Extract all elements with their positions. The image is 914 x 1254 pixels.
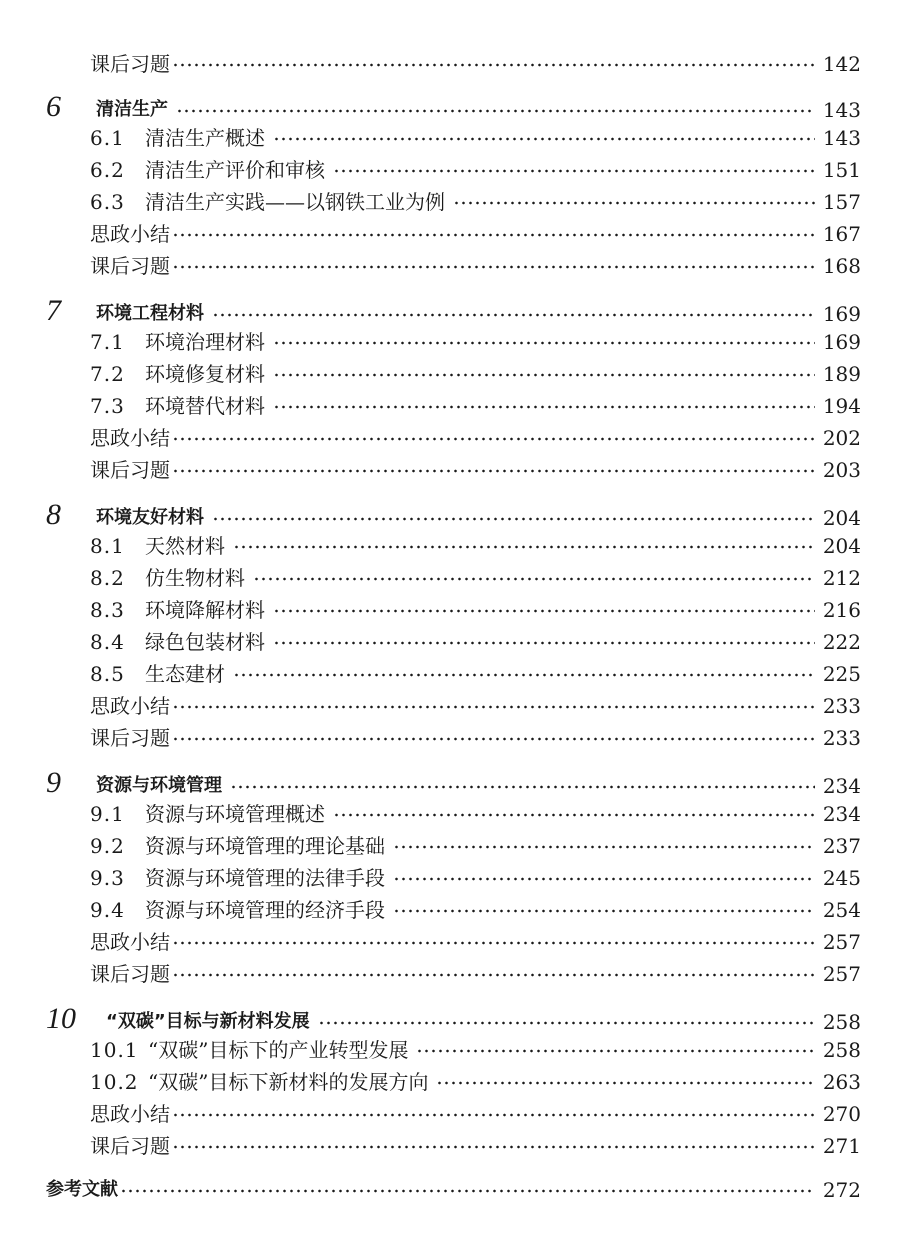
section-number: 9.3 [90, 866, 125, 890]
entry-title: 清洁生产实践——以钢铁工业为例 [145, 190, 445, 214]
dot-leader [120, 1188, 815, 1194]
page-number: 233 [822, 726, 861, 750]
section-number: 7.1 [90, 330, 125, 354]
section-number: 9.1 [90, 802, 125, 826]
dot-leader [233, 672, 815, 678]
chapter-number: 6 [46, 90, 61, 123]
page-number: 258 [822, 1010, 861, 1034]
entry-title: 思政小结 [90, 930, 170, 954]
page-number: 222 [822, 630, 861, 654]
section-number: 10.2 [90, 1070, 139, 1094]
dot-leader [176, 108, 815, 114]
page-number: 245 [822, 866, 861, 890]
toc-section[interactable] [90, 662, 861, 686]
entry-title: 参考文献 [46, 1179, 118, 1200]
section-number: 8.5 [90, 662, 125, 686]
page-number: 254 [822, 898, 861, 922]
page-number: 167 [822, 222, 861, 246]
toc-item[interactable] [90, 426, 861, 450]
entry-title: 绿色包装材料 [145, 630, 265, 654]
toc-item[interactable] [90, 52, 861, 76]
toc-item[interactable] [90, 1134, 861, 1158]
entry-title: 资源与环境管理的理论基础 [145, 834, 385, 858]
entry-title: 课后习题 [90, 254, 170, 278]
entry-title: 资源与环境管理 [96, 775, 222, 796]
dot-leader [233, 544, 815, 550]
entry-title: “双碳”目标与新材料发展 [106, 1011, 310, 1032]
entry-title: 环境工程材料 [96, 303, 204, 324]
page-number: 263 [822, 1070, 861, 1094]
toc-chapter-6[interactable] [46, 92, 861, 122]
dot-leader [212, 516, 815, 522]
entry-title: 课后习题 [90, 726, 170, 750]
page-number: 272 [822, 1178, 861, 1202]
toc-chapter-8[interactable] [46, 500, 861, 530]
dot-leader [212, 312, 815, 318]
toc-section[interactable] [90, 802, 861, 826]
dot-leader [172, 436, 815, 442]
toc-section[interactable] [90, 898, 861, 922]
toc-section[interactable] [90, 330, 861, 354]
dot-leader [172, 1112, 815, 1118]
page-number: 168 [822, 254, 861, 278]
page-number: 142 [822, 52, 861, 76]
dot-leader [172, 62, 815, 68]
toc-section[interactable] [90, 598, 861, 622]
dot-leader [253, 576, 815, 582]
page-number: 169 [822, 302, 861, 326]
toc-section[interactable] [90, 362, 861, 386]
dot-leader [393, 876, 815, 882]
entry-title: “双碳”目标下新材料的发展方向 [148, 1070, 429, 1094]
dot-leader [436, 1080, 814, 1086]
chapter-number: 10 [46, 1002, 76, 1035]
dot-leader [393, 844, 815, 850]
section-number: 7.2 [90, 362, 125, 386]
entry-title: 课后习题 [90, 1134, 170, 1158]
dot-leader [333, 168, 815, 174]
toc-section[interactable] [90, 1038, 861, 1062]
dot-leader [273, 608, 815, 614]
page-number: 212 [822, 566, 861, 590]
toc-chapter-10[interactable] [46, 1004, 861, 1034]
dot-leader [230, 784, 815, 790]
toc-section[interactable] [90, 126, 861, 150]
toc-item[interactable] [90, 726, 861, 750]
toc-section[interactable] [90, 866, 861, 890]
entry-title: “双碳”目标下的产业转型发展 [148, 1038, 409, 1062]
entry-title: 生态建材 [145, 662, 225, 686]
dot-leader [172, 1144, 815, 1150]
toc-section[interactable] [90, 190, 861, 214]
page-number: 271 [822, 1134, 861, 1158]
entry-title: 思政小结 [90, 222, 170, 246]
toc-references[interactable] [46, 1178, 861, 1202]
toc-chapter-9[interactable] [46, 768, 861, 798]
dot-leader [273, 372, 815, 378]
entry-title: 环境替代材料 [145, 394, 265, 418]
dot-leader [172, 704, 815, 710]
dot-leader [416, 1048, 814, 1054]
section-number: 6.2 [90, 158, 125, 182]
entry-title: 思政小结 [90, 694, 170, 718]
entry-title: 思政小结 [90, 1102, 170, 1126]
chapter-number: 7 [46, 294, 61, 327]
entry-title: 清洁生产 [96, 99, 168, 120]
entry-title: 环境友好材料 [96, 507, 204, 528]
toc-chapter-7[interactable] [46, 296, 861, 326]
chapter-number: 8 [46, 498, 61, 531]
toc-section[interactable] [90, 630, 861, 654]
dot-leader [172, 736, 815, 742]
entry-title: 环境降解材料 [145, 598, 265, 622]
page-number: 234 [822, 774, 861, 798]
dot-leader [393, 908, 815, 914]
dot-leader [318, 1020, 815, 1026]
page-number: 216 [822, 598, 861, 622]
entry-title: 清洁生产概述 [145, 126, 265, 150]
toc-section[interactable] [90, 534, 861, 558]
page-number: 204 [822, 534, 861, 558]
section-number: 6.3 [90, 190, 125, 214]
dot-leader [273, 404, 815, 410]
dot-leader [273, 640, 815, 646]
entry-title: 天然材料 [145, 534, 225, 558]
dot-leader [172, 468, 815, 474]
dot-leader [453, 200, 815, 206]
toc-section[interactable] [90, 158, 861, 182]
page-number: 143 [822, 126, 861, 150]
dot-leader [172, 232, 815, 238]
toc-section[interactable] [90, 566, 861, 590]
page-number: 258 [822, 1038, 861, 1062]
page-number: 169 [822, 330, 861, 354]
section-number: 9.4 [90, 898, 125, 922]
page-number: 151 [822, 158, 861, 182]
section-number: 8.4 [90, 630, 125, 654]
section-number: 9.2 [90, 834, 125, 858]
page-number: 203 [822, 458, 861, 482]
page-number: 194 [822, 394, 861, 418]
page-number: 257 [822, 962, 861, 986]
page-number: 233 [822, 694, 861, 718]
entry-title: 资源与环境管理的经济手段 [145, 898, 385, 922]
toc-item[interactable] [90, 222, 861, 246]
dot-leader [172, 264, 815, 270]
toc-item[interactable] [90, 694, 861, 718]
entry-title: 清洁生产评价和审核 [145, 158, 325, 182]
toc-item[interactable] [90, 962, 861, 986]
toc-section[interactable] [90, 834, 861, 858]
page-number: 257 [822, 930, 861, 954]
entry-title: 资源与环境管理的法律手段 [145, 866, 385, 890]
entry-title: 资源与环境管理概述 [145, 802, 325, 826]
toc-item[interactable] [90, 1102, 861, 1126]
entry-title: 课后习题 [90, 52, 170, 76]
section-number: 8.1 [90, 534, 125, 558]
toc-item[interactable] [90, 254, 861, 278]
entry-title: 课后习题 [90, 962, 170, 986]
entry-title: 仿生物材料 [145, 566, 245, 590]
dot-leader [333, 812, 815, 818]
entry-title: 环境修复材料 [145, 362, 265, 386]
page-number: 234 [822, 802, 861, 826]
page-number: 204 [822, 506, 861, 530]
section-number: 6.1 [90, 126, 125, 150]
toc-item[interactable] [90, 458, 861, 482]
section-number: 7.3 [90, 394, 125, 418]
page-number: 189 [822, 362, 861, 386]
page-number: 270 [822, 1102, 861, 1126]
dot-leader [273, 340, 815, 346]
section-number: 8.2 [90, 566, 125, 590]
entry-title: 课后习题 [90, 458, 170, 482]
page-number: 157 [822, 190, 861, 214]
toc-section[interactable] [90, 1070, 861, 1094]
dot-leader [273, 136, 815, 142]
entry-title: 思政小结 [90, 426, 170, 450]
entry-title: 环境治理材料 [145, 330, 265, 354]
page-number: 143 [822, 98, 861, 122]
toc-item[interactable] [90, 930, 861, 954]
chapter-number: 9 [46, 766, 61, 799]
section-number: 8.3 [90, 598, 125, 622]
dot-leader [172, 972, 815, 978]
toc-section[interactable] [90, 394, 861, 418]
dot-leader [172, 940, 815, 946]
page-number: 225 [822, 662, 861, 686]
page-number: 202 [822, 426, 861, 450]
page-number: 237 [822, 834, 861, 858]
section-number: 10.1 [90, 1038, 139, 1062]
